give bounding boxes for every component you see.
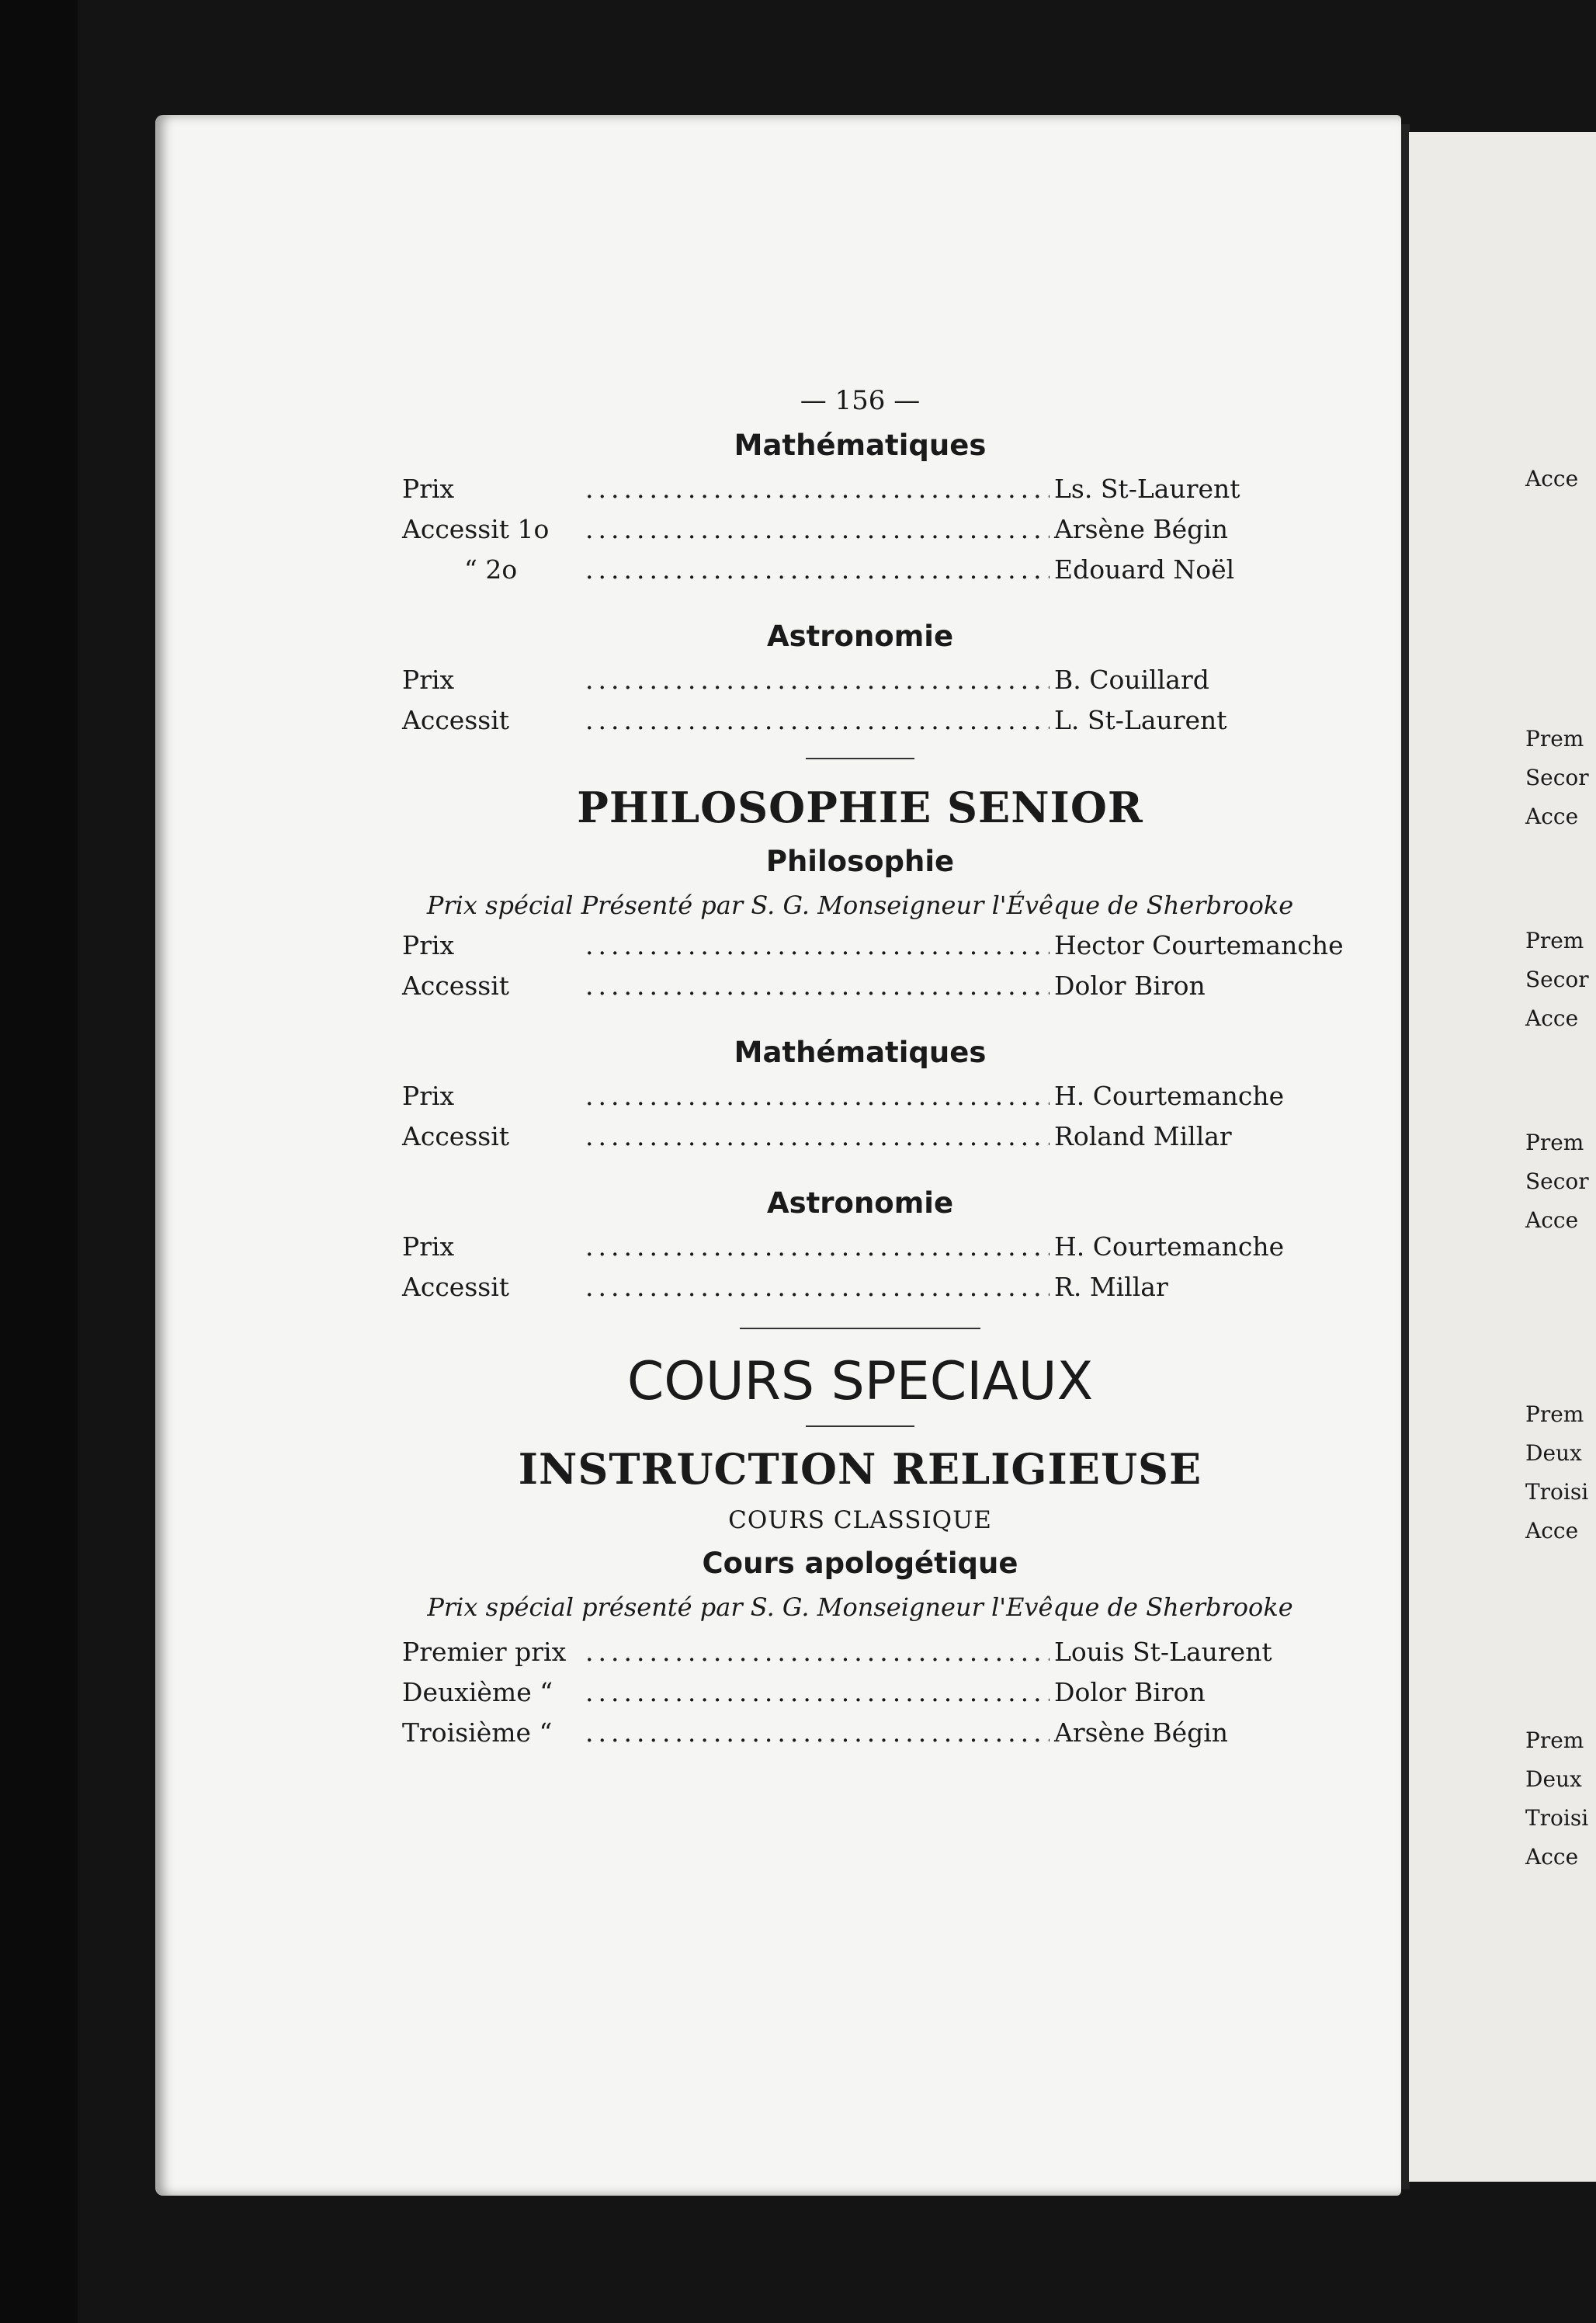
prize-row	[402, 660, 1318, 700]
dot-leader	[585, 1076, 1050, 1116]
right-page-fragment: Prem	[1525, 1401, 1584, 1427]
prize-row	[402, 1076, 1318, 1116]
prize-row	[402, 966, 1318, 1006]
prize-label: Accessit	[402, 1272, 510, 1302]
right-page-fragment: Secor	[1525, 765, 1589, 790]
prize-winner: Ls. St-Laurent	[1054, 474, 1240, 504]
prize-winner: H. Courtemanche	[1054, 1081, 1285, 1111]
divider	[740, 1328, 980, 1329]
page-number: — 156 —	[800, 385, 921, 416]
prize-row	[402, 1713, 1318, 1753]
course-type: COURS CLASSIQUE	[728, 1506, 992, 1534]
right-page-fragment: Acce	[1525, 804, 1579, 829]
prize-label: Accessit	[402, 1121, 510, 1151]
prize-row	[402, 1632, 1318, 1672]
right-page-fragment: Acce	[1525, 466, 1579, 491]
prize-winner: Dolor Biron	[1054, 1677, 1206, 1707]
right-page-fragment: Troisi	[1525, 1805, 1589, 1831]
prize-row	[402, 1267, 1318, 1307]
prize-winner: L. St-Laurent	[1054, 705, 1227, 735]
prize-label: Troisième “	[402, 1717, 553, 1748]
right-page-fragment: Deux	[1525, 1440, 1582, 1466]
prize-row	[402, 1116, 1318, 1157]
prize-row	[402, 469, 1318, 509]
prize-label: Prix	[402, 930, 455, 960]
prize-label: Prix	[402, 665, 455, 695]
right-page-fragment: Prem	[1525, 726, 1584, 752]
section-title-mathematiques: Mathématiques	[734, 1036, 987, 1069]
special-prize-note: Prix spécial présenté par S. G. Monseigneur l'Evêque de Sherbrooke	[427, 1592, 1293, 1622]
prize-winner: B. Couillard	[1054, 665, 1209, 695]
prize-winner: Hector Courtemanche	[1054, 930, 1344, 960]
page-content	[402, 379, 1344, 1753]
prize-label: Deuxième “	[402, 1677, 553, 1707]
prize-row	[402, 700, 1318, 741]
prize-winner: Arsène Bégin	[1054, 514, 1229, 544]
prize-winner: R. Millar	[1054, 1272, 1168, 1302]
prize-row	[402, 509, 1318, 550]
prize-winner: Roland Millar	[1054, 1121, 1232, 1151]
dot-leader	[585, 1672, 1050, 1713]
prize-winner: Edouard Noël	[1054, 554, 1235, 585]
section-title-astronomie: Astronomie	[766, 1186, 954, 1220]
right-page-fragment: Prem	[1525, 1130, 1584, 1155]
right-page-fragment: Acce	[1525, 1844, 1579, 1870]
special-prize-note: Prix spécial Présenté par S. G. Monseigneur l'Évêque de Sherbrooke	[426, 891, 1294, 920]
heading-philosophie-senior: PHILOSOPHIE SENIOR	[577, 783, 1143, 832]
dot-leader	[585, 1713, 1050, 1753]
prize-row	[402, 1227, 1318, 1267]
dot-leader	[585, 700, 1050, 741]
section-title-mathematiques: Mathématiques	[734, 429, 987, 462]
dot-leader	[585, 660, 1050, 700]
prize-winner: Louis St-Laurent	[1054, 1637, 1272, 1667]
prize-label: Prix	[402, 474, 455, 504]
prize-winner: Arsène Bégin	[1054, 1717, 1229, 1748]
right-page-fragment: Prem	[1525, 1727, 1584, 1753]
section-title-astronomie: Astronomie	[766, 620, 954, 653]
dot-leader	[585, 469, 1050, 509]
right-page-fragment: Troisi	[1525, 1479, 1589, 1505]
section-title-philosophie: Philosophie	[765, 845, 955, 878]
dot-leader	[585, 925, 1050, 966]
right-page-fragment: Acce	[1525, 1005, 1579, 1031]
right-page-fragment: Acce	[1525, 1518, 1579, 1543]
prize-label: Accessit	[402, 705, 510, 735]
dot-leader	[585, 1267, 1050, 1307]
heading-instruction-religieuse: INSTRUCTION RELIGIEUSE	[518, 1444, 1202, 1494]
prize-label: Accessit 1o	[402, 514, 550, 544]
dot-leader	[585, 1116, 1050, 1157]
facing-page	[1409, 132, 1596, 2182]
prize-row	[402, 550, 1318, 590]
prize-row	[402, 1672, 1318, 1713]
right-page-fragment: Secor	[1525, 1168, 1589, 1194]
right-page-fragment: Deux	[1525, 1766, 1582, 1792]
scan-border	[0, 0, 78, 2323]
dot-leader	[585, 966, 1050, 1006]
prize-label: “ 2o	[464, 554, 518, 585]
right-page-fragment: Acce	[1525, 1207, 1579, 1233]
divider	[806, 1425, 914, 1427]
prize-label: Prix	[402, 1231, 455, 1262]
dot-leader	[585, 509, 1050, 550]
prize-winner: Dolor Biron	[1054, 971, 1206, 1001]
prize-label: Prix	[402, 1081, 455, 1111]
prize-winner: H. Courtemanche	[1054, 1231, 1285, 1262]
prize-row	[402, 925, 1344, 966]
prize-label: Accessit	[402, 971, 510, 1001]
divider	[806, 758, 914, 759]
dot-leader	[585, 1632, 1050, 1672]
dot-leader	[585, 550, 1050, 590]
right-page-fragment: Secor	[1525, 967, 1589, 992]
prize-label: Premier prix	[402, 1637, 567, 1667]
dot-leader	[585, 1227, 1050, 1267]
heading-cours-speciaux: COURS SPECIAUX	[626, 1351, 1094, 1412]
section-title-cours-apologetique: Cours apologétique	[702, 1547, 1018, 1580]
right-page-fragment: Prem	[1525, 928, 1584, 953]
